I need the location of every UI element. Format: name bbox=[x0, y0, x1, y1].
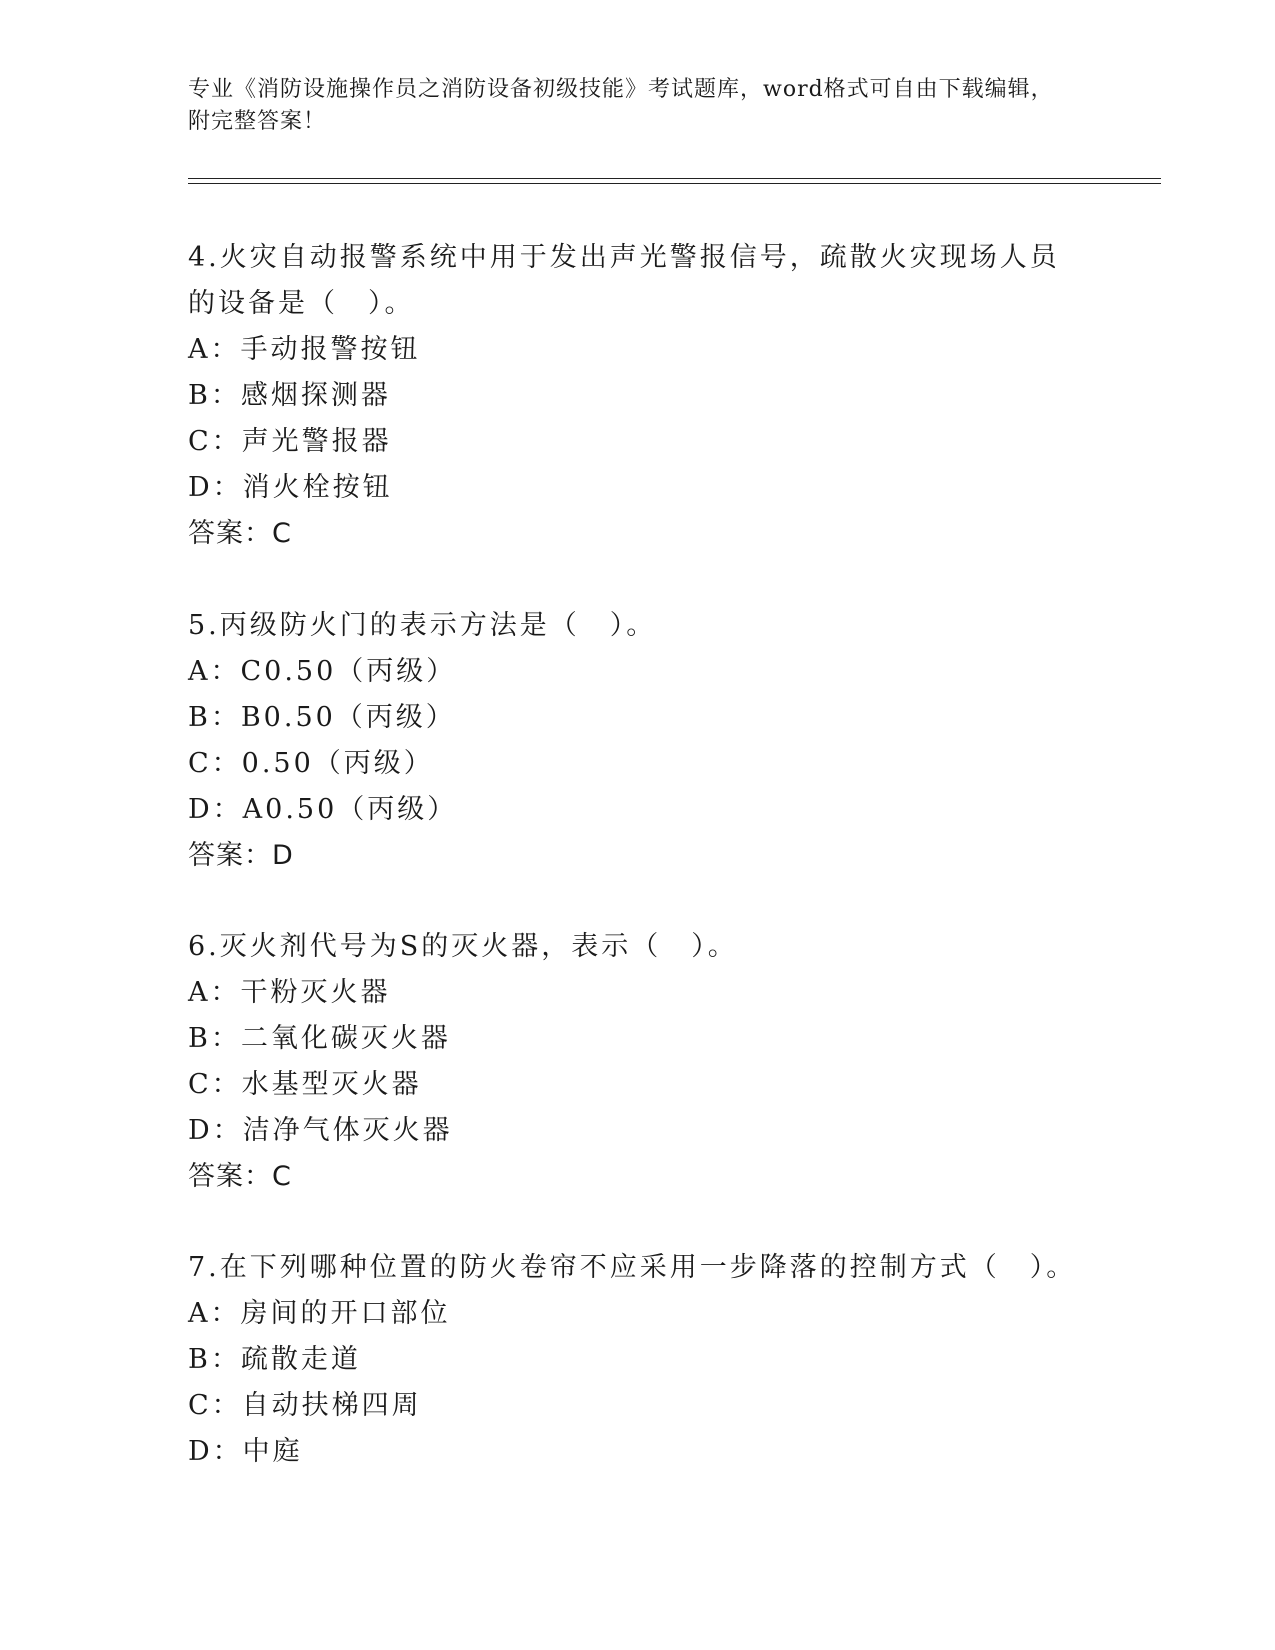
question-text: 5.丙级防火门的表示方法是（ ）。 bbox=[188, 610, 657, 641]
option-d: D：中庭 bbox=[188, 1436, 303, 1467]
header-divider-top bbox=[188, 178, 1161, 179]
option-a: A：干粉灭火器 bbox=[188, 977, 391, 1008]
option-b: B：二氧化碳灭火器 bbox=[188, 1023, 451, 1054]
option-b: B：疏散走道 bbox=[188, 1344, 361, 1375]
option-c: C：水基型灭火器 bbox=[188, 1069, 422, 1100]
question-6 bbox=[188, 924, 1088, 1200]
option-c: C：自动扶梯四周 bbox=[188, 1390, 422, 1421]
option-b: B：感烟探测器 bbox=[188, 380, 391, 411]
question-text: 7.在下列哪种位置的防火卷帘不应采用一步降落的控制方式（ ）。 bbox=[188, 1252, 1077, 1283]
question-5 bbox=[188, 603, 1088, 879]
answer: 答案：D bbox=[188, 840, 294, 871]
option-c: C：声光警报器 bbox=[188, 426, 392, 457]
document-header: 专业《消防设施操作员之消防设备初级技能》考试题库，word格式可自由下载编辑，附完整答案！ bbox=[188, 77, 1054, 134]
answer: 答案：C bbox=[188, 1161, 292, 1192]
option-d: D：洁净气体灭火器 bbox=[188, 1115, 453, 1146]
option-a: A：C0.50（丙级） bbox=[188, 656, 457, 687]
option-b: B：B0.50（丙级） bbox=[188, 702, 456, 733]
question-text: 6.灭火剂代号为S的灭火器，表示（ ）。 bbox=[188, 931, 738, 962]
option-d: D：A0.50（丙级） bbox=[188, 794, 458, 825]
question-7 bbox=[188, 1245, 1088, 1475]
option-a: A：手动报警按钮 bbox=[188, 334, 421, 365]
header-divider-bottom bbox=[188, 183, 1161, 184]
question-text: 4.火灾自动报警系统中用于发出声光警报信号，疏散火灾现场人员的设备是（ ）。 bbox=[188, 242, 1060, 319]
question-4 bbox=[188, 235, 1088, 557]
answer: 答案：C bbox=[188, 518, 292, 549]
option-a: A：房间的开口部位 bbox=[188, 1298, 451, 1329]
option-c: C：0.50（丙级） bbox=[188, 748, 434, 779]
option-d: D：消火栓按钮 bbox=[188, 472, 393, 503]
